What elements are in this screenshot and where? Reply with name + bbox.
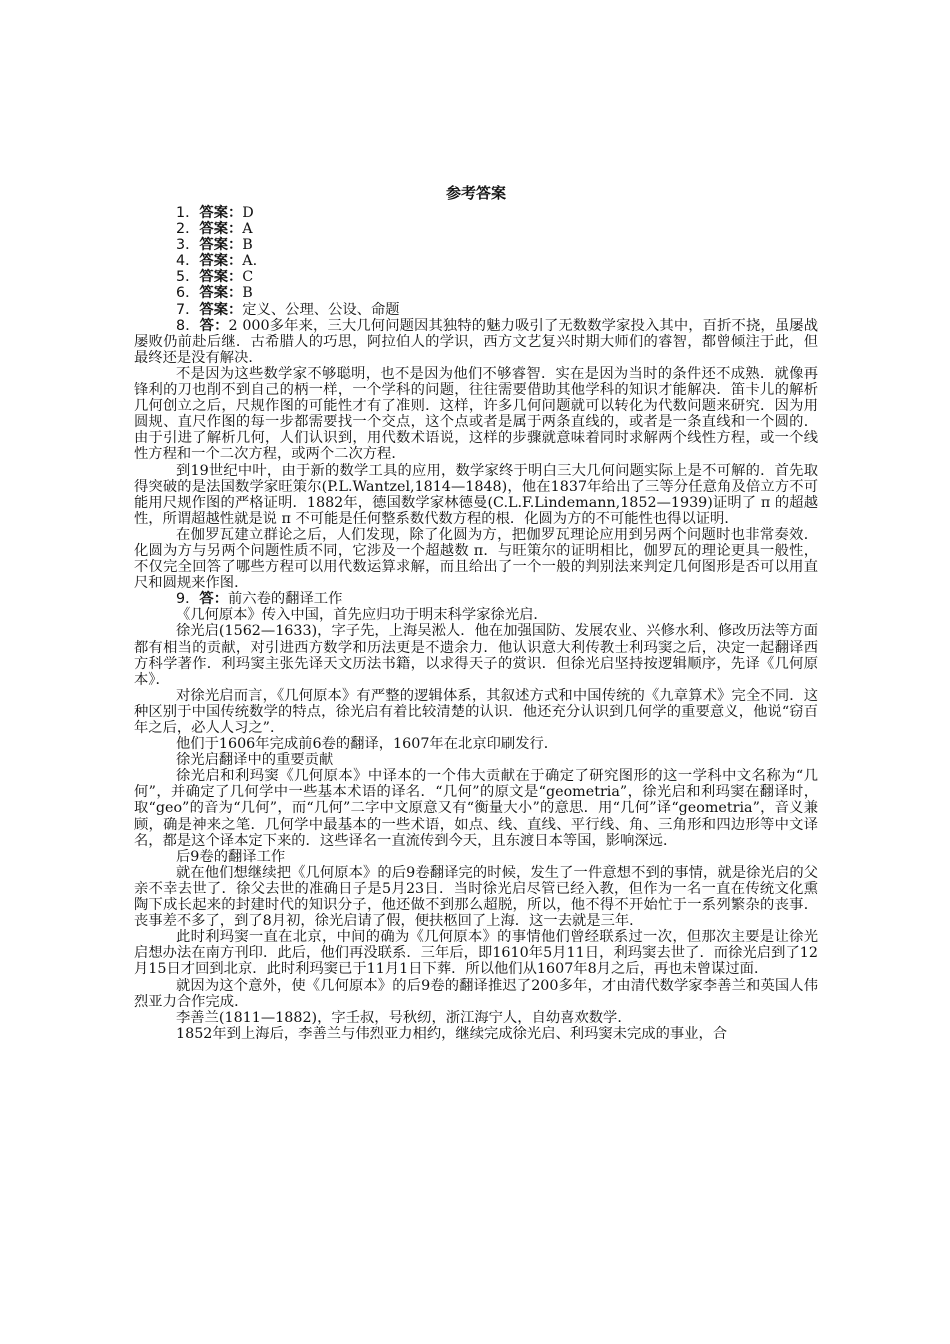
answer-label: 答案： [199,253,243,270]
q9-heading-2: 徐光启翻译中的重要贡献 [176,752,334,769]
answer-label: 答案： [199,285,243,302]
answer-label: 答案： [199,205,243,221]
q9-paragraph-4: 他们于1606年完成前6卷的翻译，1607年在北京印刷发行． [176,736,559,753]
answer-label: 答： [199,317,229,334]
answer-4 [134,253,818,269]
question-number: 8． [176,317,200,334]
q9-paragraph-3: 对徐光启而言，《几何原本》有严整的逻辑体系，其叙述方式和中国传统的《九章算术》完全不同．这种区别于中国传统数学的特点，徐光启有着比较清楚的认识．他还充分认识到几何学的重要意义，他说“窃百年之后，必人人习之”． [134,687,818,736]
answer-label: 答： [199,591,228,608]
q9-paragraph-5: 徐光启和利玛窦《几何原本》中译本的一个伟大贡献在于确定了研究图形的这一学科中文名称为“几何”，并确定了几何学中一些基本术语的译名．“几何”的原文是“geometria”，徐光启和利玛窦在翻译时，取“geo”的音为“几何”，而“几何”二字中文原意又有“衡量大小”的意思．用“几何”译“geometria”，音义兼顾，确是神来之笔．几何学中最基本的一些术语，如点、线、直线、平行线、角、三角形和四边形等中文译名，都是这个译本定下来的．这些译名一直流传到今天，且东渡日本等国，影响深远． [134,768,818,849]
answer-3 [134,237,818,253]
answer-value: D [242,205,254,221]
q9-paragraph-10: 1852年到上海后，李善兰与伟烈亚力相约，继续完成徐光启、利玛窦未完成的事业，合 [176,1025,728,1042]
answer-value: 定义、公理、公设、命题 [242,301,400,318]
page-title: 参考答案 [445,184,506,202]
answer-2 [134,221,818,237]
q9-paragraph-9: 李善兰(1811—1882)，字壬叔，号秋纫，浙江海宁人，自幼喜欢数学． [176,1009,632,1026]
answer-6 [134,285,818,301]
q9-heading-1 [134,591,818,607]
answer-value: B [242,237,253,254]
answer-number: 3． [176,237,200,254]
q9-paragraph-7: 此时利玛窦一直在北京，中间的确为《几何原本》的事情他们曾经联系过一次，但那次主要是让徐光启想办法在南方刊印．此后，他们再没联系．三年后，即1610年5月11日，利玛窦去世了．而徐光启到了12月15日才回到北京．此时利玛窦已于11月1日下葬．所以他们从1607年8月之后，再也未曾谋过面． [134,929,818,978]
q8-paragraph-2: 不是因为这些数学家不够聪明，也不是因为他们不够睿智．实在是因为当时的条件还不成熟．就像再锋利的刀也削不到自己的柄一样，一个学科的问题，往往需要借助其他学科的知识才能解决．笛卡儿的解析几何创立之后，尺规作图的可能性才有了准则．这样，许多几何问题就可以转化为代数问题来研究．因为用圆规、直尺作图的每一步都需要找一个交点，这个点或者是属于两条直线的，或者是一条直线和一个圆的．由于引进了解析几何，人们认识到，用代数术语说，这样的步骤就意味着同时求解两个线性方程，或一个线性方程和一个二次方程，或两个二次方程． [134,365,818,463]
q9-paragraph-8: 就因为这个意外，使《几何原本》的后9卷的翻译推迟了200多年，才由清代数学家李善兰和英国人伟烈亚力合作完成． [134,977,818,1010]
answer-value: A. [242,253,258,270]
answer-7 [134,302,818,318]
q9-heading-3: 后9卷的翻译工作 [176,848,286,865]
q9-paragraph-6: 就在他们想继续把《几何原本》的后9卷翻译完的时候，发生了一件意想不到的事情，就是徐光启的父亲不幸去世了．徐父去世的准确日子是5月23日．当时徐光启尽管已经入教，但作为一名一直在传统文化熏陶下成长起来的封建时代的知识分子，他还做不到那么超脱，所以，他不得不开始忙于一系列繁杂的丧事．丧事差不多了，到了8月初，徐光启请了假，便扶柩回了上海．这一去就是三年． [134,864,818,930]
answer-number: 7． [176,301,200,318]
answer-value: B [242,285,253,302]
q8-paragraph-4: 在伽罗瓦建立群论之后，人们发现，除了化圆为方，把伽罗瓦理论应用到另两个问题时也非常奏效．化圆为方与另两个问题性质不同，它涉及一个超越数 π．与旺策尔的证明相比，伽罗瓦的理论更具一般性，不仅完全回答了哪些方程可以用代数运算求解，而且给出了一个一般的判别法来判定几何图形是否可以用直尺和圆规来作图． [134,526,818,592]
answer-number: 6． [176,285,200,302]
section-heading: 前六卷的翻译工作 [228,591,343,608]
answer-label: 答案： [199,269,243,286]
answer-label: 答案： [199,237,243,254]
answer-value: C [242,269,254,286]
q8-paragraph-3: 到19世纪中叶，由于新的数学工具的应用，数学家终于明白三大几何问题实际上是不可解的．首先取得突破的是法国数学家旺策尔(P.L.Wantzel,1814—1848)，他在1837年给出了三等分任意角及倍立方不可能用尺规作图的严格证明．1882年，德国数学家林德曼(C.L.F.Lindemann,1852—1939)证明了 π 的超越性，所谓超越性就是说 π 不可能是任何整系数代数方程的根．化圆为方的不可能性也得以证明． [134,462,818,527]
paragraph-text: 2 000多年来，三大几何问题因其独特的魅力吸引了无数数学家投入其中，百折不挠，虽屡战屡败仍前赴后继．古希腊人的巧思，阿拉伯人的学识，西方文艺复兴时期大师们的睿智，都曾倾注于此，但最终还是没有解决． [134,317,818,366]
answer-label: 答案： [199,221,243,238]
answer-1 [134,205,818,221]
q9-paragraph-1: 《几何原本》传入中国，首先应归功于明末科学家徐光启． [176,607,548,624]
answer-number: 4． [176,253,200,270]
answer-number: 5． [176,269,200,286]
answer-number: 1． [176,205,200,221]
q9-paragraph-2: 徐光启(1562—1633)，字子先，上海吴淞人．他在加强国防、发展农业、兴修水利、修改历法等方面都有相当的贡献，对引进西方数学和历法更是不遗余力．他认识意大利传教士利玛窦之后，决定一起翻译西方科学著作．利玛窦主张先译天文历法书籍，以求得天子的赏识．但徐光启坚持按逻辑顺序，先译《几何原本》． [134,623,818,688]
answer-number: 2． [176,221,200,238]
question-number: 9． [176,591,200,608]
answer-document [134,184,818,1042]
q8-paragraph-1 [134,318,818,366]
answer-5 [134,269,818,285]
answer-label: 答案： [199,301,243,318]
answer-value: A [242,221,253,238]
